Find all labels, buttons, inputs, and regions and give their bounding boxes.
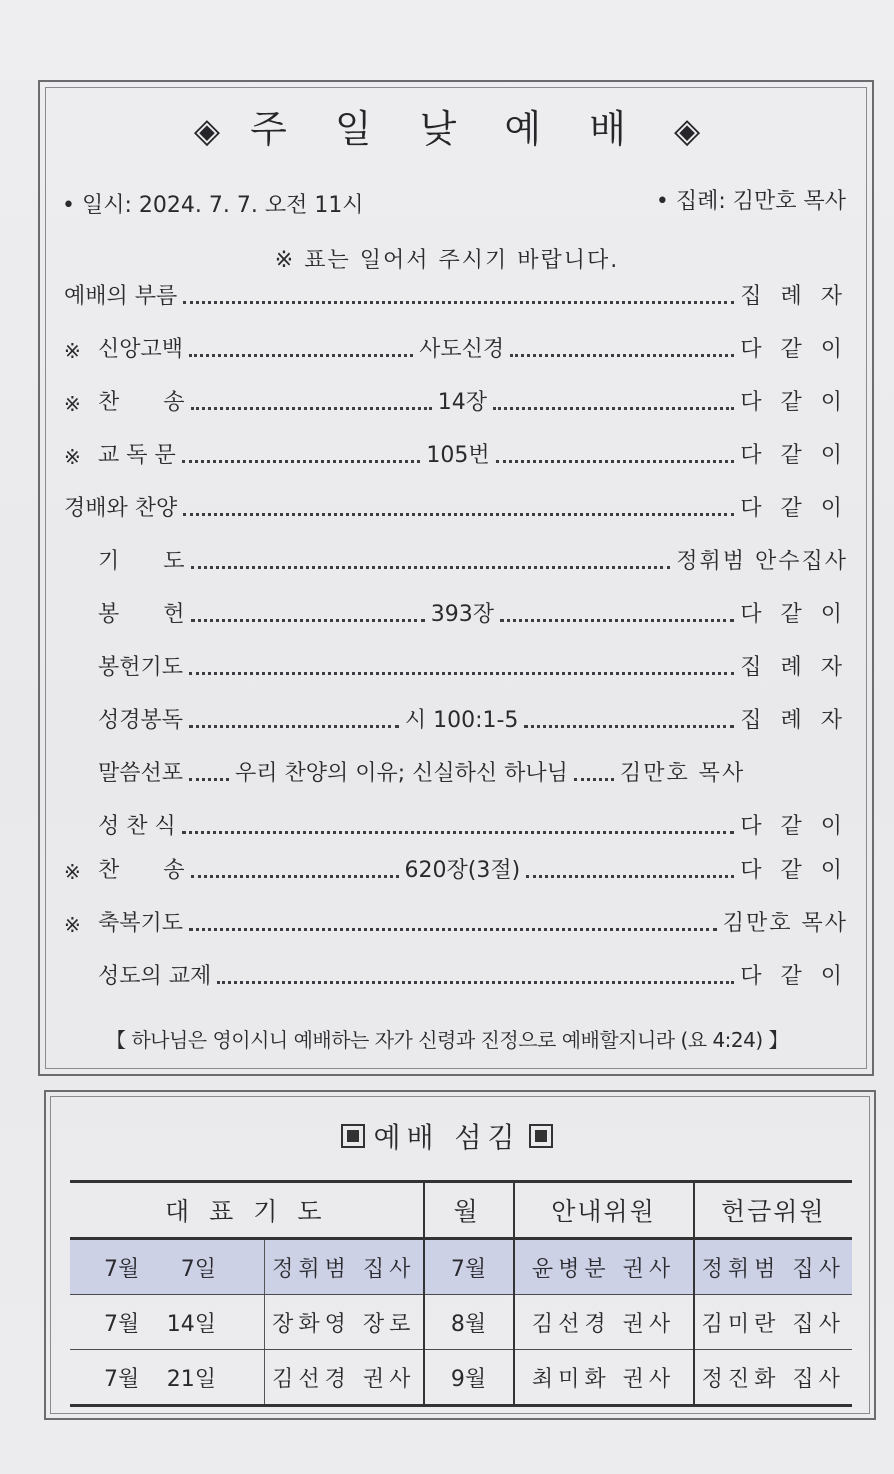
leader-dots	[189, 725, 399, 728]
page-title	[0, 98, 894, 153]
standing-mark: ※	[64, 445, 81, 469]
leader-dots	[526, 875, 734, 878]
leader-dots	[496, 460, 735, 463]
order-right: 김만호 목사	[619, 761, 746, 786]
order-mid: 우리 찬양의 이유; 신실하신 하나님	[235, 761, 568, 786]
diamond-icon-right: ◈	[674, 111, 701, 151]
square-icon-right	[529, 1124, 553, 1148]
order-label: 경배와 찬양	[64, 496, 178, 521]
prayer-day: 7일	[180, 1256, 216, 1282]
offering-name: 정휘범 집사	[694, 1239, 852, 1295]
order-row	[98, 647, 848, 681]
prayer-day: 14일	[166, 1311, 216, 1337]
guide-name: 윤병분 권사	[514, 1239, 694, 1295]
order-mid: 620장(3절)	[404, 858, 521, 883]
order-label: 예배의 부름	[64, 284, 178, 309]
standing-mark: ※	[64, 339, 81, 363]
duty-header-row	[70, 1182, 852, 1239]
leader-dots	[189, 672, 734, 675]
leader-dots	[183, 513, 734, 516]
order-right: 정휘범 안수집사	[676, 549, 848, 574]
leader-dots	[500, 619, 734, 622]
prayer-month: 7월	[104, 1256, 140, 1282]
leader-dots	[493, 407, 734, 410]
order-right: 다 같 이	[740, 858, 848, 883]
offering-name: 김미란 집사	[694, 1295, 852, 1350]
leader-dots	[191, 407, 432, 410]
prayer-date	[70, 1350, 265, 1406]
order-right: 다 같 이	[740, 337, 848, 362]
leader-dots	[191, 566, 671, 569]
duty-month: 9월	[424, 1350, 514, 1406]
order-mid: 사도신경	[419, 337, 505, 362]
order-right: 집 례 자	[740, 708, 849, 733]
order-label: 성경봉독	[98, 708, 184, 733]
leader-dots	[189, 778, 229, 781]
order-row	[98, 956, 848, 990]
leader-dots	[191, 875, 399, 878]
standing-mark: ※	[64, 392, 81, 416]
leader-dots	[510, 354, 734, 357]
order-label: 찬 송	[98, 858, 185, 883]
leader-dots	[182, 460, 421, 463]
leader-dots	[191, 619, 425, 622]
leader-dots	[574, 778, 614, 781]
header-prayer: 대 표 기 도	[70, 1182, 424, 1239]
order-row	[64, 329, 848, 363]
leader-dots	[183, 301, 734, 304]
title-text: 주 일 낮 예 배	[250, 107, 644, 151]
order-right: 다 같 이	[740, 602, 849, 627]
order-row	[64, 276, 848, 310]
scripture-verse: 【 하나님은 영이시니 예배하는 자가 신령과 진정으로 예배할지니라 (요 4:24) 】	[105, 1028, 789, 1052]
diamond-icon-left: ◈	[193, 111, 220, 151]
order-label: 축복기도	[98, 911, 184, 936]
prayer-name: 정휘범 집사	[265, 1239, 424, 1295]
leader-dots	[182, 831, 735, 834]
leader-dots	[189, 354, 413, 357]
order-right: 다 같 이	[740, 964, 848, 989]
order-row	[64, 488, 848, 522]
order-row	[98, 806, 848, 840]
duty-table	[70, 1180, 852, 1407]
order-row	[64, 382, 848, 416]
square-icon-left	[341, 1124, 365, 1148]
prayer-date	[70, 1239, 265, 1295]
order-right: 다 같 이	[740, 496, 848, 521]
service-date: • 일시: 2024. 7. 7. 오전 11시	[62, 193, 364, 218]
prayer-month: 7월	[104, 1366, 140, 1392]
header-offering: 헌금위원	[694, 1182, 852, 1239]
order-right: 다 같 이	[740, 814, 848, 839]
leader-dots	[189, 928, 717, 931]
header-month: 월	[424, 1182, 514, 1239]
order-row	[98, 541, 848, 575]
order-right: 다 같 이	[740, 390, 849, 415]
order-mid: 393장	[430, 602, 495, 627]
order-row	[64, 903, 848, 937]
guide-name: 김선경 권사	[514, 1295, 694, 1350]
prayer-date	[70, 1295, 265, 1350]
service-leader: • 집례: 김만호 목사	[655, 189, 846, 214]
header-guide: 안내위원	[514, 1182, 694, 1239]
duty-month: 7월	[424, 1239, 514, 1295]
order-label: 교 독 문	[98, 443, 176, 468]
prayer-month: 7월	[104, 1311, 140, 1337]
order-label: 성도의 교제	[98, 964, 212, 989]
order-row	[98, 700, 848, 734]
order-label: 신앙고백	[98, 337, 184, 362]
order-row	[64, 435, 848, 469]
order-label: 말씀선포	[98, 761, 184, 786]
order-label: 기 도	[98, 549, 185, 574]
duty-title-text: 예배 섬김	[373, 1121, 521, 1154]
order-right: 집 례 자	[740, 284, 848, 309]
order-label: 찬 송	[98, 390, 185, 415]
prayer-name: 김선경 권사	[265, 1350, 424, 1406]
order-row	[98, 753, 848, 787]
standing-notice: ※ 표는 일어서 주시기 바랍니다.	[274, 248, 620, 273]
order-right: 집 례 자	[740, 655, 848, 680]
prayer-day: 21일	[166, 1366, 216, 1392]
table-row	[70, 1239, 852, 1295]
order-label: 성 찬 식	[98, 814, 176, 839]
standing-mark: ※	[64, 860, 81, 884]
order-mid: 14장	[437, 390, 488, 415]
order-mid: 105번	[426, 443, 490, 468]
offering-name: 정진화 집사	[694, 1350, 852, 1406]
order-right: 다 같 이	[740, 443, 848, 468]
order-label: 봉 헌	[98, 602, 185, 627]
order-right: 김만호 목사	[722, 911, 848, 936]
order-row	[64, 850, 848, 884]
leader-dots	[217, 981, 734, 984]
leader-dots	[524, 725, 734, 728]
table-row	[70, 1295, 852, 1350]
prayer-name: 장화영 장로	[265, 1295, 424, 1350]
order-label: 봉헌기도	[98, 655, 184, 680]
duty-month: 8월	[424, 1295, 514, 1350]
order-mid: 시 100:1-5	[404, 708, 519, 733]
table-row	[70, 1350, 852, 1406]
duty-title	[0, 1116, 894, 1156]
order-row	[98, 594, 848, 628]
guide-name: 최미화 권사	[514, 1350, 694, 1406]
standing-mark: ※	[64, 913, 81, 937]
